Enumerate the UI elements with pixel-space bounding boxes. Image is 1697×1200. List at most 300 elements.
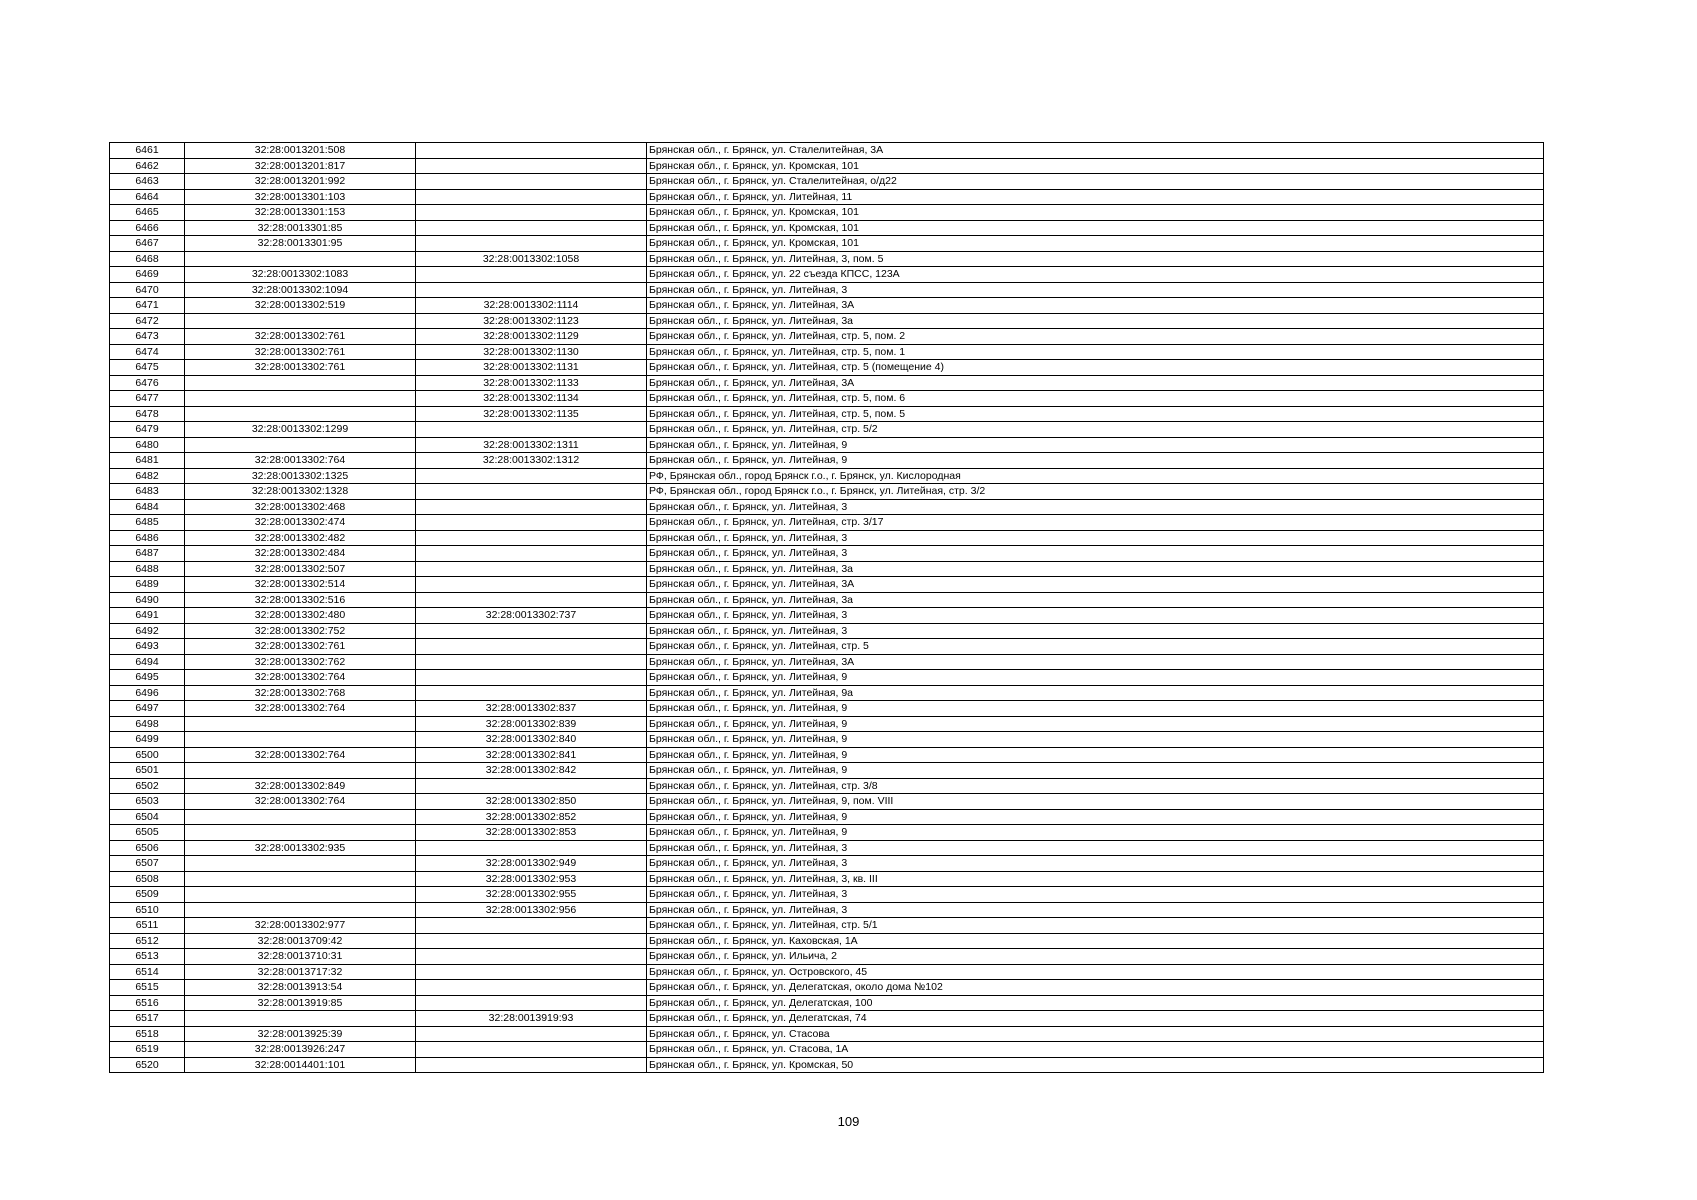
object-cadastral-cell xyxy=(416,654,647,670)
land-cadastral-cell: 32:28:0013302:935 xyxy=(185,840,416,856)
address-cell: Брянская обл., г. Брянск, ул. Кромская, 101 xyxy=(647,220,1544,236)
land-cadastral-cell: 32:28:0013301:95 xyxy=(185,236,416,252)
land-cadastral-cell: 32:28:0013201:817 xyxy=(185,158,416,174)
address-cell: Брянская обл., г. Брянск, ул. Литейная, 3А xyxy=(647,375,1544,391)
address-cell: Брянская обл., г. Брянск, ул. Литейная, 9 xyxy=(647,747,1544,763)
address-cell: Брянская обл., г. Брянск, ул. Литейная, 3 xyxy=(647,546,1544,562)
row-number-cell: 6506 xyxy=(110,840,185,856)
table-row xyxy=(110,391,1544,407)
land-cadastral-cell: 32:28:0013302:468 xyxy=(185,499,416,515)
table-row xyxy=(110,360,1544,376)
table-row xyxy=(110,499,1544,515)
object-cadastral-cell xyxy=(416,236,647,252)
row-number-cell: 6466 xyxy=(110,220,185,236)
row-number-cell: 6500 xyxy=(110,747,185,763)
land-cadastral-cell: 32:28:0013201:992 xyxy=(185,174,416,190)
table-row xyxy=(110,794,1544,810)
address-cell: Брянская обл., г. Брянск, ул. Литейная, 3 xyxy=(647,887,1544,903)
land-cadastral-cell xyxy=(185,716,416,732)
table-row xyxy=(110,375,1544,391)
row-number-cell: 6462 xyxy=(110,158,185,174)
address-cell: Брянская обл., г. Брянск, ул. Литейная, 3А xyxy=(647,577,1544,593)
address-cell: Брянская обл., г. Брянск, ул. Литейная, 9 xyxy=(647,732,1544,748)
table-row xyxy=(110,1026,1544,1042)
object-cadastral-cell: 32:28:0013302:1131 xyxy=(416,360,647,376)
address-cell: Брянская обл., г. Брянск, ул. Литейная, 3а xyxy=(647,561,1544,577)
land-cadastral-cell: 32:28:0013302:1325 xyxy=(185,468,416,484)
table-row xyxy=(110,716,1544,732)
object-cadastral-cell xyxy=(416,577,647,593)
table-row xyxy=(110,732,1544,748)
object-cadastral-cell xyxy=(416,158,647,174)
row-number-cell: 6507 xyxy=(110,856,185,872)
land-cadastral-cell: 32:28:0013913:54 xyxy=(185,980,416,996)
table-row xyxy=(110,251,1544,267)
address-cell: Брянская обл., г. Брянск, ул. Литейная, 9 xyxy=(647,825,1544,841)
table-row xyxy=(110,608,1544,624)
land-cadastral-cell xyxy=(185,887,416,903)
table-row xyxy=(110,747,1544,763)
address-cell: Брянская обл., г. Брянск, ул. Литейная, стр. 5, пом. 5 xyxy=(647,406,1544,422)
row-number-cell: 6465 xyxy=(110,205,185,221)
address-cell: Брянская обл., г. Брянск, ул. Кромская, 101 xyxy=(647,158,1544,174)
address-cell: Брянская обл., г. Брянск, ул. Литейная, 11 xyxy=(647,189,1544,205)
object-cadastral-cell xyxy=(416,205,647,221)
object-cadastral-cell: 32:28:0013302:840 xyxy=(416,732,647,748)
object-cadastral-cell xyxy=(416,995,647,1011)
table-row xyxy=(110,887,1544,903)
table-row xyxy=(110,174,1544,190)
row-number-cell: 6510 xyxy=(110,902,185,918)
row-number-cell: 6494 xyxy=(110,654,185,670)
land-cadastral-cell: 32:28:0013919:85 xyxy=(185,995,416,1011)
table-row xyxy=(110,205,1544,221)
row-number-cell: 6515 xyxy=(110,980,185,996)
address-cell: Брянская обл., г. Брянск, ул. Ильича, 2 xyxy=(647,949,1544,965)
land-cadastral-cell xyxy=(185,809,416,825)
object-cadastral-cell xyxy=(416,267,647,283)
row-number-cell: 6471 xyxy=(110,298,185,314)
object-cadastral-cell: 32:28:0013302:837 xyxy=(416,701,647,717)
table-row xyxy=(110,902,1544,918)
address-cell: Брянская обл., г. Брянск, ул. Литейная, 3, пом. 5 xyxy=(647,251,1544,267)
row-number-cell: 6511 xyxy=(110,918,185,934)
address-cell: Брянская обл., г. Брянск, ул. Литейная, 9 xyxy=(647,670,1544,686)
address-cell: РФ, Брянская обл., город Брянск г.о., г. Брянск, ул. Кислородная xyxy=(647,468,1544,484)
row-number-cell: 6484 xyxy=(110,499,185,515)
land-cadastral-cell: 32:28:0013302:1083 xyxy=(185,267,416,283)
table-row xyxy=(110,639,1544,655)
land-cadastral-cell: 32:28:0013926:247 xyxy=(185,1042,416,1058)
table-row xyxy=(110,949,1544,965)
land-cadastral-cell: 32:28:0013301:85 xyxy=(185,220,416,236)
row-number-cell: 6517 xyxy=(110,1011,185,1027)
table-row xyxy=(110,313,1544,329)
row-number-cell: 6516 xyxy=(110,995,185,1011)
object-cadastral-cell xyxy=(416,639,647,655)
row-number-cell: 6508 xyxy=(110,871,185,887)
address-cell: Брянская обл., г. Брянск, ул. Литейная, 3 xyxy=(647,840,1544,856)
object-cadastral-cell xyxy=(416,949,647,965)
row-number-cell: 6487 xyxy=(110,546,185,562)
object-cadastral-cell: 32:28:0013302:842 xyxy=(416,763,647,779)
object-cadastral-cell xyxy=(416,980,647,996)
table-row xyxy=(110,933,1544,949)
table-row xyxy=(110,220,1544,236)
row-number-cell: 6490 xyxy=(110,592,185,608)
land-cadastral-cell: 32:28:0013302:849 xyxy=(185,778,416,794)
row-number-cell: 6512 xyxy=(110,933,185,949)
object-cadastral-cell: 32:28:0013302:953 xyxy=(416,871,647,887)
address-cell: Брянская обл., г. Брянск, ул. Литейная, стр. 3/8 xyxy=(647,778,1544,794)
object-cadastral-cell xyxy=(416,933,647,949)
land-cadastral-cell: 32:28:0013301:153 xyxy=(185,205,416,221)
land-cadastral-cell: 32:28:0013302:519 xyxy=(185,298,416,314)
land-cadastral-cell xyxy=(185,391,416,407)
row-number-cell: 6488 xyxy=(110,561,185,577)
land-cadastral-cell: 32:28:0013302:516 xyxy=(185,592,416,608)
address-cell: Брянская обл., г. Брянск, ул. 22 съезда КПСС, 123А xyxy=(647,267,1544,283)
land-cadastral-cell: 32:28:0013302:752 xyxy=(185,623,416,639)
table-row xyxy=(110,840,1544,856)
object-cadastral-cell xyxy=(416,592,647,608)
row-number-cell: 6479 xyxy=(110,422,185,438)
row-number-cell: 6461 xyxy=(110,143,185,159)
table-row xyxy=(110,964,1544,980)
address-cell: Брянская обл., г. Брянск, ул. Литейная, 3 xyxy=(647,608,1544,624)
land-cadastral-cell: 32:28:0013302:480 xyxy=(185,608,416,624)
table-row xyxy=(110,1057,1544,1073)
object-cadastral-cell xyxy=(416,546,647,562)
data-table xyxy=(109,142,1544,1073)
row-number-cell: 6497 xyxy=(110,701,185,717)
row-number-cell: 6495 xyxy=(110,670,185,686)
table-row xyxy=(110,763,1544,779)
object-cadastral-cell xyxy=(416,515,647,531)
row-number-cell: 6499 xyxy=(110,732,185,748)
address-cell: Брянская обл., г. Брянск, ул. Литейная, 9а xyxy=(647,685,1544,701)
address-cell: Брянская обл., г. Брянск, ул. Кромская, 101 xyxy=(647,236,1544,252)
land-cadastral-cell: 32:28:0014401:101 xyxy=(185,1057,416,1073)
row-number-cell: 6482 xyxy=(110,468,185,484)
address-cell: Брянская обл., г. Брянск, ул. Островского, 45 xyxy=(647,964,1544,980)
row-number-cell: 6467 xyxy=(110,236,185,252)
address-cell: Брянская обл., г. Брянск, ул. Делегатская, около дома №102 xyxy=(647,980,1544,996)
address-cell: Брянская обл., г. Брянск, ул. Литейная, 9 xyxy=(647,809,1544,825)
row-number-cell: 6498 xyxy=(110,716,185,732)
row-number-cell: 6493 xyxy=(110,639,185,655)
object-cadastral-cell xyxy=(416,964,647,980)
table-row xyxy=(110,298,1544,314)
land-cadastral-cell: 32:28:0013302:761 xyxy=(185,360,416,376)
row-number-cell: 6492 xyxy=(110,623,185,639)
land-cadastral-cell: 32:28:0013302:1328 xyxy=(185,484,416,500)
address-cell: Брянская обл., г. Брянск, ул. Литейная, 3 xyxy=(647,856,1544,872)
table-row xyxy=(110,918,1544,934)
object-cadastral-cell: 32:28:0013302:839 xyxy=(416,716,647,732)
table-row xyxy=(110,623,1544,639)
land-cadastral-cell xyxy=(185,1011,416,1027)
table-row xyxy=(110,546,1544,562)
row-number-cell: 6496 xyxy=(110,685,185,701)
row-number-cell: 6485 xyxy=(110,515,185,531)
land-cadastral-cell: 32:28:0013302:768 xyxy=(185,685,416,701)
table-row xyxy=(110,189,1544,205)
address-cell: Брянская обл., г. Брянск, ул. Литейная, стр. 3/17 xyxy=(647,515,1544,531)
table-row xyxy=(110,995,1544,1011)
table-row xyxy=(110,654,1544,670)
land-cadastral-cell xyxy=(185,313,416,329)
table-row xyxy=(110,344,1544,360)
land-cadastral-cell: 32:28:0013302:762 xyxy=(185,654,416,670)
object-cadastral-cell: 32:28:0013302:949 xyxy=(416,856,647,872)
object-cadastral-cell xyxy=(416,1042,647,1058)
row-number-cell: 6481 xyxy=(110,453,185,469)
table-row xyxy=(110,143,1544,159)
object-cadastral-cell: 32:28:0013302:852 xyxy=(416,809,647,825)
address-cell: Брянская обл., г. Брянск, ул. Делегатская, 74 xyxy=(647,1011,1544,1027)
row-number-cell: 6504 xyxy=(110,809,185,825)
row-number-cell: 6469 xyxy=(110,267,185,283)
row-number-cell: 6475 xyxy=(110,360,185,376)
table-row xyxy=(110,825,1544,841)
table-row xyxy=(110,685,1544,701)
address-cell: Брянская обл., г. Брянск, ул. Сталелитейная, 3А xyxy=(647,143,1544,159)
address-cell: Брянская обл., г. Брянск, ул. Литейная, 9, пом. VIII xyxy=(647,794,1544,810)
land-cadastral-cell: 32:28:0013201:508 xyxy=(185,143,416,159)
row-number-cell: 6474 xyxy=(110,344,185,360)
object-cadastral-cell xyxy=(416,189,647,205)
object-cadastral-cell xyxy=(416,143,647,159)
row-number-cell: 6489 xyxy=(110,577,185,593)
land-cadastral-cell: 32:28:0013302:764 xyxy=(185,453,416,469)
land-cadastral-cell: 32:28:0013302:514 xyxy=(185,577,416,593)
land-cadastral-cell: 32:28:0013302:1299 xyxy=(185,422,416,438)
row-number-cell: 6505 xyxy=(110,825,185,841)
row-number-cell: 6486 xyxy=(110,530,185,546)
object-cadastral-cell: 32:28:0013302:1133 xyxy=(416,375,647,391)
land-cadastral-cell: 32:28:0013925:39 xyxy=(185,1026,416,1042)
address-cell: Брянская обл., г. Брянск, ул. Литейная, 3 xyxy=(647,530,1544,546)
table-row xyxy=(110,406,1544,422)
land-cadastral-cell: 32:28:0013302:484 xyxy=(185,546,416,562)
address-cell: Брянская обл., г. Брянск, ул. Литейная, 3, кв. III xyxy=(647,871,1544,887)
row-number-cell: 6464 xyxy=(110,189,185,205)
address-cell: Брянская обл., г. Брянск, ул. Литейная, стр. 5/2 xyxy=(647,422,1544,438)
page-number: 109 xyxy=(837,1114,860,1129)
object-cadastral-cell: 32:28:0013302:841 xyxy=(416,747,647,763)
table-row xyxy=(110,437,1544,453)
table-row xyxy=(110,809,1544,825)
land-cadastral-cell: 32:28:0013302:507 xyxy=(185,561,416,577)
address-cell: Брянская обл., г. Брянск, ул. Литейная, стр. 5, пом. 6 xyxy=(647,391,1544,407)
table-row xyxy=(110,871,1544,887)
row-number-cell: 6478 xyxy=(110,406,185,422)
address-cell: Брянская обл., г. Брянск, ул. Сталелитейная, о/д22 xyxy=(647,174,1544,190)
table-row xyxy=(110,1011,1544,1027)
table-row xyxy=(110,577,1544,593)
land-cadastral-cell: 32:28:0013302:761 xyxy=(185,639,416,655)
address-cell: Брянская обл., г. Брянск, ул. Литейная, 9 xyxy=(647,701,1544,717)
land-cadastral-cell xyxy=(185,251,416,267)
land-cadastral-cell xyxy=(185,871,416,887)
table-row xyxy=(110,561,1544,577)
address-cell: Брянская обл., г. Брянск, ул. Литейная, стр. 5, пом. 1 xyxy=(647,344,1544,360)
table-row xyxy=(110,468,1544,484)
object-cadastral-cell: 32:28:0013302:1312 xyxy=(416,453,647,469)
object-cadastral-cell xyxy=(416,220,647,236)
row-number-cell: 6463 xyxy=(110,174,185,190)
object-cadastral-cell xyxy=(416,468,647,484)
address-cell: Брянская обл., г. Брянск, ул. Литейная, 3 xyxy=(647,282,1544,298)
land-cadastral-cell xyxy=(185,406,416,422)
land-cadastral-cell xyxy=(185,825,416,841)
object-cadastral-cell: 32:28:0013919:93 xyxy=(416,1011,647,1027)
address-cell: Брянская обл., г. Брянск, ул. Стасова xyxy=(647,1026,1544,1042)
address-cell: Брянская обл., г. Брянск, ул. Литейная, 9 xyxy=(647,437,1544,453)
land-cadastral-cell: 32:28:0013717:32 xyxy=(185,964,416,980)
land-cadastral-cell xyxy=(185,375,416,391)
row-number-cell: 6491 xyxy=(110,608,185,624)
object-cadastral-cell xyxy=(416,484,647,500)
table-row xyxy=(110,1042,1544,1058)
object-cadastral-cell: 32:28:0013302:1129 xyxy=(416,329,647,345)
land-cadastral-cell: 32:28:0013710:31 xyxy=(185,949,416,965)
row-number-cell: 6519 xyxy=(110,1042,185,1058)
table-row xyxy=(110,515,1544,531)
row-number-cell: 6502 xyxy=(110,778,185,794)
address-cell: Брянская обл., г. Брянск, ул. Литейная, 3 xyxy=(647,623,1544,639)
address-cell: Брянская обл., г. Брянск, ул. Каховская, 1А xyxy=(647,933,1544,949)
row-number-cell: 6520 xyxy=(110,1057,185,1073)
land-cadastral-cell: 32:28:0013302:474 xyxy=(185,515,416,531)
table-row xyxy=(110,329,1544,345)
address-cell: Брянская обл., г. Брянск, ул. Литейная, 3А xyxy=(647,298,1544,314)
object-cadastral-cell xyxy=(416,685,647,701)
object-cadastral-cell xyxy=(416,918,647,934)
table-row xyxy=(110,778,1544,794)
row-number-cell: 6513 xyxy=(110,949,185,965)
address-cell: Брянская обл., г. Брянск, ул. Литейная, 3 xyxy=(647,902,1544,918)
table-row xyxy=(110,856,1544,872)
land-cadastral-cell: 32:28:0013302:761 xyxy=(185,344,416,360)
object-cadastral-cell xyxy=(416,623,647,639)
land-cadastral-cell: 32:28:0013302:977 xyxy=(185,918,416,934)
object-cadastral-cell: 32:28:0013302:1058 xyxy=(416,251,647,267)
land-cadastral-cell xyxy=(185,763,416,779)
land-cadastral-cell: 32:28:0013301:103 xyxy=(185,189,416,205)
object-cadastral-cell xyxy=(416,1026,647,1042)
address-cell: Брянская обл., г. Брянск, ул. Литейная, стр. 5/1 xyxy=(647,918,1544,934)
row-number-cell: 6480 xyxy=(110,437,185,453)
row-number-cell: 6501 xyxy=(110,763,185,779)
row-number-cell: 6468 xyxy=(110,251,185,267)
object-cadastral-cell xyxy=(416,670,647,686)
table-row xyxy=(110,530,1544,546)
object-cadastral-cell: 32:28:0013302:737 xyxy=(416,608,647,624)
table-row xyxy=(110,670,1544,686)
address-cell: Брянская обл., г. Брянск, ул. Литейная, стр. 5 xyxy=(647,639,1544,655)
table-row xyxy=(110,158,1544,174)
object-cadastral-cell xyxy=(416,1057,647,1073)
address-cell: Брянская обл., г. Брянск, ул. Литейная, 3а xyxy=(647,592,1544,608)
address-cell: Брянская обл., г. Брянск, ул. Литейная, 9 xyxy=(647,763,1544,779)
object-cadastral-cell xyxy=(416,282,647,298)
address-cell: Брянская обл., г. Брянск, ул. Литейная, 9 xyxy=(647,716,1544,732)
object-cadastral-cell: 32:28:0013302:956 xyxy=(416,902,647,918)
table-row xyxy=(110,453,1544,469)
land-cadastral-cell: 32:28:0013302:482 xyxy=(185,530,416,546)
row-number-cell: 6514 xyxy=(110,964,185,980)
address-cell: Брянская обл., г. Брянск, ул. Литейная, 3А xyxy=(647,654,1544,670)
land-cadastral-cell: 32:28:0013709:42 xyxy=(185,933,416,949)
land-cadastral-cell xyxy=(185,902,416,918)
land-cadastral-cell: 32:28:0013302:764 xyxy=(185,747,416,763)
object-cadastral-cell: 32:28:0013302:1134 xyxy=(416,391,647,407)
row-number-cell: 6509 xyxy=(110,887,185,903)
object-cadastral-cell xyxy=(416,561,647,577)
address-cell: Брянская обл., г. Брянск, ул. Литейная, стр. 5 (помещение 4) xyxy=(647,360,1544,376)
address-cell: Брянская обл., г. Брянск, ул. Кромская, 50 xyxy=(647,1057,1544,1073)
object-cadastral-cell: 32:28:0013302:955 xyxy=(416,887,647,903)
table-row xyxy=(110,484,1544,500)
address-cell: Брянская обл., г. Брянск, ул. Литейная, стр. 5, пом. 2 xyxy=(647,329,1544,345)
table-row xyxy=(110,282,1544,298)
address-cell: Брянская обл., г. Брянск, ул. Литейная, 3а xyxy=(647,313,1544,329)
object-cadastral-cell: 32:28:0013302:1311 xyxy=(416,437,647,453)
land-cadastral-cell xyxy=(185,437,416,453)
object-cadastral-cell: 32:28:0013302:850 xyxy=(416,794,647,810)
address-cell: Брянская обл., г. Брянск, ул. Делегатская, 100 xyxy=(647,995,1544,1011)
object-cadastral-cell: 32:28:0013302:853 xyxy=(416,825,647,841)
object-cadastral-cell xyxy=(416,840,647,856)
land-cadastral-cell: 32:28:0013302:764 xyxy=(185,670,416,686)
land-cadastral-cell: 32:28:0013302:764 xyxy=(185,701,416,717)
table-row xyxy=(110,980,1544,996)
row-number-cell: 6473 xyxy=(110,329,185,345)
table-row xyxy=(110,267,1544,283)
address-cell: РФ, Брянская обл., город Брянск г.о., г. Брянск, ул. Литейная, стр. 3/2 xyxy=(647,484,1544,500)
row-number-cell: 6472 xyxy=(110,313,185,329)
row-number-cell: 6470 xyxy=(110,282,185,298)
land-cadastral-cell: 32:28:0013302:761 xyxy=(185,329,416,345)
land-cadastral-cell: 32:28:0013302:1094 xyxy=(185,282,416,298)
table-body xyxy=(110,143,1544,1073)
table-row xyxy=(110,701,1544,717)
object-cadastral-cell: 32:28:0013302:1135 xyxy=(416,406,647,422)
row-number-cell: 6476 xyxy=(110,375,185,391)
land-cadastral-cell xyxy=(185,856,416,872)
object-cadastral-cell xyxy=(416,778,647,794)
address-cell: Брянская обл., г. Брянск, ул. Стасова, 1А xyxy=(647,1042,1544,1058)
object-cadastral-cell xyxy=(416,174,647,190)
address-cell: Брянская обл., г. Брянск, ул. Литейная, 9 xyxy=(647,453,1544,469)
address-cell: Брянская обл., г. Брянск, ул. Литейная, 3 xyxy=(647,499,1544,515)
object-cadastral-cell xyxy=(416,499,647,515)
table-row xyxy=(110,592,1544,608)
object-cadastral-cell: 32:28:0013302:1130 xyxy=(416,344,647,360)
table-row xyxy=(110,422,1544,438)
object-cadastral-cell: 32:28:0013302:1114 xyxy=(416,298,647,314)
land-cadastral-cell xyxy=(185,732,416,748)
row-number-cell: 6477 xyxy=(110,391,185,407)
address-cell: Брянская обл., г. Брянск, ул. Кромская, 101 xyxy=(647,205,1544,221)
row-number-cell: 6518 xyxy=(110,1026,185,1042)
land-cadastral-cell: 32:28:0013302:764 xyxy=(185,794,416,810)
row-number-cell: 6503 xyxy=(110,794,185,810)
object-cadastral-cell xyxy=(416,422,647,438)
object-cadastral-cell xyxy=(416,530,647,546)
